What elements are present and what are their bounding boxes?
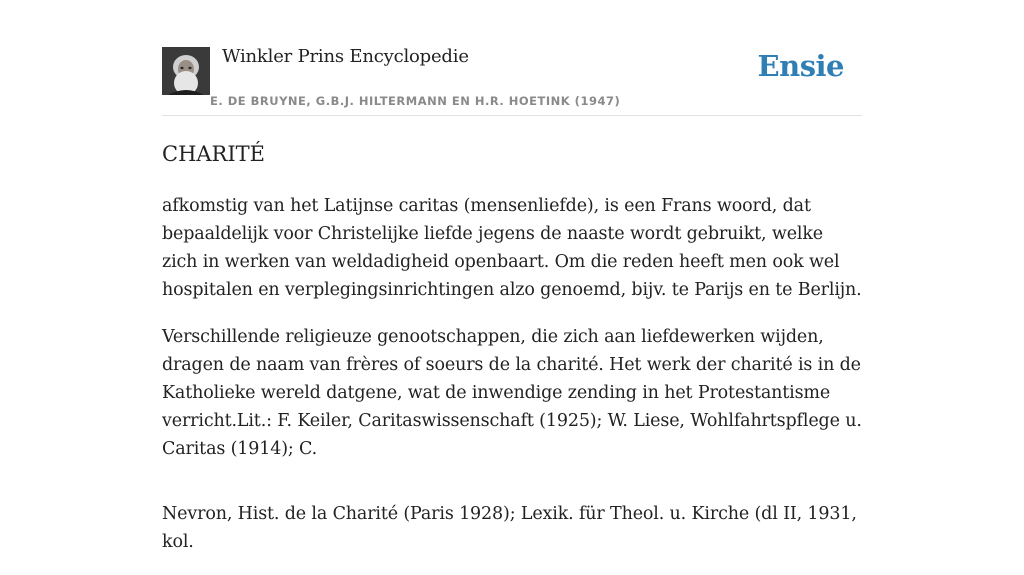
encyclopedia-title[interactable]: Winkler Prins Encyclopedie [222,46,469,67]
article-body [162,192,862,575]
ensie-logo[interactable]: Ensie [757,49,844,83]
authors-line: E. DE BRUYNE, G.B.J. HILTERMANN EN H.R. HOETINK (1947) [210,94,621,108]
article-paragraph: Nevron, Hist. de la Charité (Paris 1928); Lexik. für Theol. u. Kirche (dl II, 1931, kol. [162,504,857,552]
article-paragraph: Verschillende religieuze genootschappen, die zich aan liefdewerken wijden, dragen de naam van frères of soeurs de la charité. Het werk der charité is in de Katholieke wereld datgene, wat de inwendige zending in het Protestantisme verricht.Lit.: F. Keiler, Caritaswissenschaft (1925); W. Liese, Wohlfahrtspflege u. Caritas (1914); C. [162,327,862,459]
article-title: CHARITÉ [162,142,265,166]
site-header [162,0,862,116]
portrait-image [162,47,210,95]
article-paragraph: afkomstig van het Latijnse caritas (mensenliefde), is een Frans woord, dat bepaaldelijk voor Christelijke liefde jegens de naaste wordt gebruikt, welke zich in werken van weldadigheid openbaart. Om die reden heeft men ook wel hospitalen en verplegingsinrichtingen alzo genoemd, bijv. te Parijs en te Berlijn. [162,196,862,300]
content-container [162,0,862,552]
author-avatar[interactable] [162,47,210,95]
